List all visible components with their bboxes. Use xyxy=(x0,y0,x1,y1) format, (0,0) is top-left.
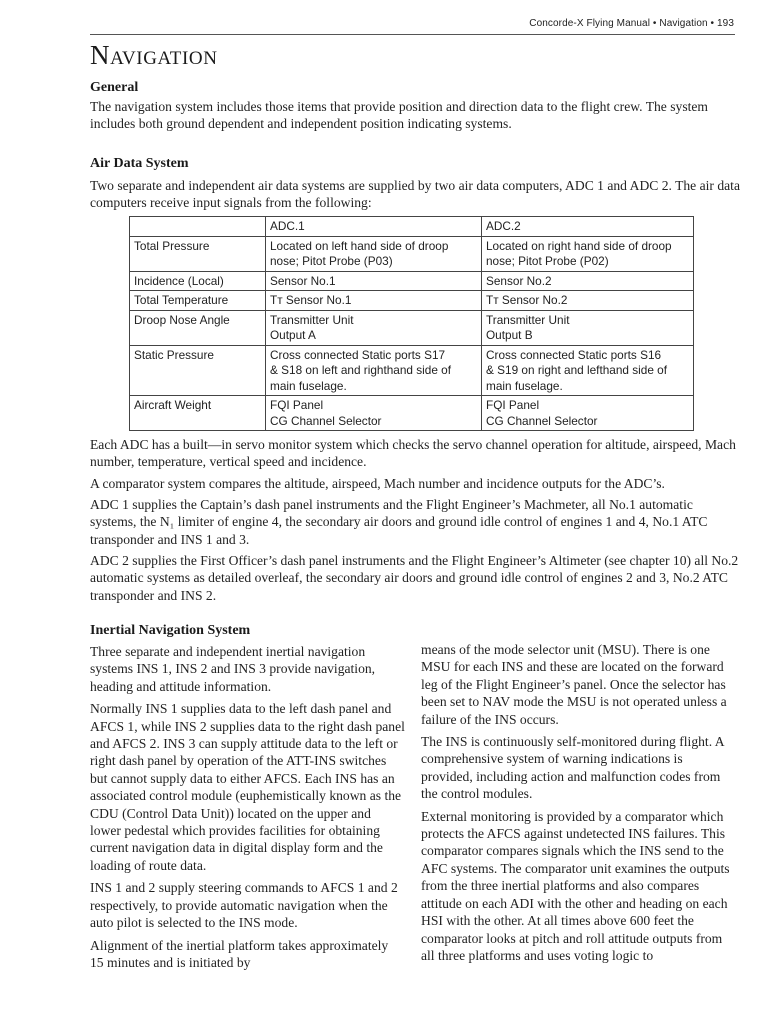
ins-left-column xyxy=(90,643,405,976)
page-title: Navigation xyxy=(90,40,218,70)
ins-paragraph: External monitoring is provided by a comparator which protects the AFCS against undetected INS failures. This comparator compares signals which the INS send to the AFC systems. The comparator unit examines the outputs from the three inertial platforms and also compares attitude on each ADI with the other and heading on each HSI with the other. At all times above 600 feet the comparator looks at pitch and roll attitude outputs from all three platforms and uses voting logic to xyxy=(421,808,730,963)
row-label: Static Pressure xyxy=(130,345,266,396)
table-row xyxy=(130,396,694,431)
adc-input-table xyxy=(129,216,694,431)
servo-monitor-text: Each ADC has a built—in servo monitor system which checks the servo channel operation for altitude, airspeed, Mach number, temperature, vertical speed and incidence. xyxy=(90,437,736,470)
adc2-cell: Transmitter Unit Output B xyxy=(482,310,694,345)
table-header-cell: ADC.1 xyxy=(266,217,482,237)
running-header: Concorde-X Flying Manual • Navigation • 193 xyxy=(529,18,734,29)
ins-paragraph: means of the mode selector unit (MSU). There is one MSU for each INS and these are located on the forward leg of the Flight Engineer’s panel. Once the selector has been set to NAV mode the MSU is not operated unless a failure of the INS occurs. xyxy=(421,642,727,727)
header-rule xyxy=(90,34,735,35)
adc1-cell: Cross connected Static ports S17 & S18 on left and righthand side of main fuselage. xyxy=(266,345,482,396)
table-header-row xyxy=(130,217,694,237)
row-label: Aircraft Weight xyxy=(130,396,266,431)
table-row xyxy=(130,236,694,271)
table-row xyxy=(130,291,694,311)
ins-paragraph: The INS is continuously self-monitored during flight. A comprehensive system of warning indications is provided, including action and malfunction codes from the control modules. xyxy=(421,734,724,802)
adc1-cell: Tт Sensor No.1 xyxy=(266,291,482,311)
adc1-cell: Sensor No.1 xyxy=(266,271,482,291)
ins-right-column xyxy=(421,641,736,969)
ins-paragraph: Three separate and independent inertial navigation systems INS 1, INS 2 and INS 3 provide navigation, heading and attitude information. xyxy=(90,644,376,694)
ins-heading: Inertial Navigation System xyxy=(90,623,251,638)
row-label: Droop Nose Angle xyxy=(130,310,266,345)
air-data-intro: Two separate and independent air data systems are supplied by two air data computers, ADC 1 and ADC 2. The air data computers receive input signals from the following: xyxy=(90,178,740,211)
table-row xyxy=(130,345,694,396)
general-heading: General xyxy=(90,80,139,95)
row-label: Incidence (Local) xyxy=(130,271,266,291)
row-label: Total Pressure xyxy=(130,236,266,271)
adc2-cell: Located on right hand side of droop nose; Pitot Probe (P02) xyxy=(482,236,694,271)
ins-paragraph: Normally INS 1 supplies data to the left dash panel and AFCS 1, while INS 2 supplies data to the right dash panel and AFCS 2. INS 3 can supply attitude data to the left or right dash panel by operation of the ATT-INS switches but cannot supply data to either AFCS. Each INS has an associated control module (euphemistically known as the CDU (Control Data Unit)) located on the upper and lower pedestal which provides facilities for obtaining current navigation data in digital display form and the loading of route data. xyxy=(90,701,405,873)
ins-paragraph: Alignment of the inertial platform takes approximately 15 minutes and is initiated by xyxy=(90,937,389,970)
table-row xyxy=(130,310,694,345)
table-header-cell: ADC.2 xyxy=(482,217,694,237)
air-data-heading: Air Data System xyxy=(90,156,189,171)
ins-paragraph: INS 1 and 2 supply steering commands to AFCS 1 and 2 respectively, to provide automatic navigation when the auto pilot is selected to the INS mode. xyxy=(90,880,398,931)
adc2-cell: FQI Panel CG Channel Selector xyxy=(482,396,694,431)
adc2-cell: Sensor No.2 xyxy=(482,271,694,291)
adc2-cell: Tт Sensor No.2 xyxy=(482,291,694,311)
row-label: Total Temperature xyxy=(130,291,266,311)
adc1-cell: Located on left hand side of droop nose; Pitot Probe (P03) xyxy=(266,236,482,271)
adc2-cell: Cross connected Static ports S16 & S19 on right and lefthand side of main fuselage. xyxy=(482,345,694,396)
adc2-supplies-text: ADC 2 supplies the First Officer’s dash panel instruments and the Flight Engineer’s Altimeter (see chapter 10) all No.2 automatic systems as detailed overleaf, the secondary air doors and ground idle control of engines 2 and 3, No.2 ATC transponder and INS 2. xyxy=(90,553,739,603)
comparator-text: A comparator system compares the altitude, airspeed, Mach number and incidence outputs for the ADC’s. xyxy=(90,476,665,491)
general-text: The navigation system includes those items that provide position and direction data to the flight crew. The system includes both ground dependent and independent position indicating systems. xyxy=(90,99,709,132)
adc1-supplies-text: ADC 1 supplies the Captain’s dash panel instruments and the Flight Engineer’s Machmeter, all No.1 automatic systems, the N₁ limiter of engine 4, the secondary air doors and ground idle control of engines 1 and 4, No.1 ATC transponder and INS 1 and 3. xyxy=(90,497,708,547)
adc1-cell: FQI Panel CG Channel Selector xyxy=(266,396,482,431)
table-header-cell xyxy=(130,217,266,237)
table-row xyxy=(130,271,694,291)
adc1-cell: Transmitter Unit Output A xyxy=(266,310,482,345)
